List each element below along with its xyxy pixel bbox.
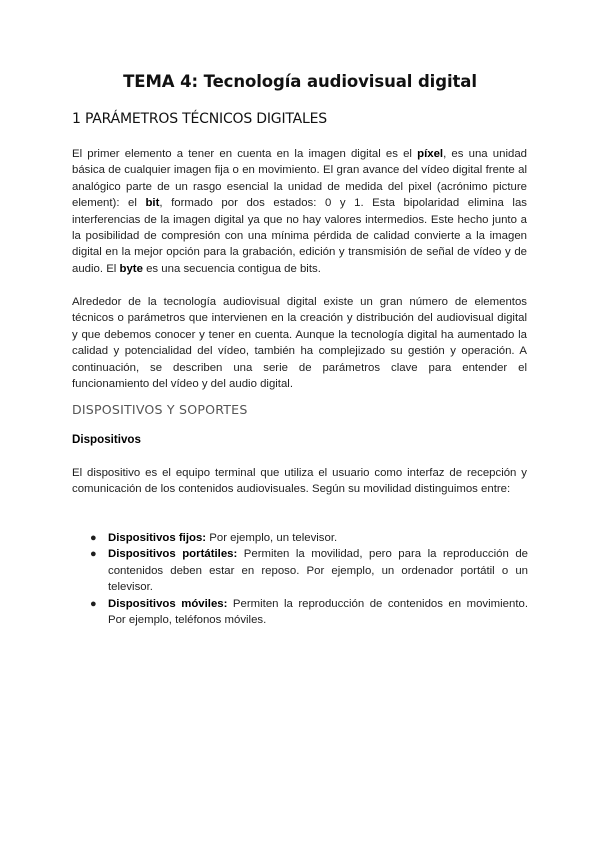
list-item-term: Dispositivos fijos: [108,532,207,544]
paragraph-text: El primer elemento a tener en cuenta en la imagen digital es el [72,148,418,160]
bullet-icon: ● [90,597,97,610]
bold-term-byte: byte [119,262,143,275]
list-item-text: Permiten la reproducción de contenidos en movimiento. Por ejemplo, teléfonos móviles. [108,597,528,627]
bold-term-bit: bit [145,197,160,210]
device-list [90,530,528,628]
paragraph-text: , es una unidad básica de cualquier imagen fija o en movimiento. El gran avance del vídeo digital frente al analógico parte de un rasgo esencial la unidad de medida del pixel (acrónimo picture element): el [72,148,527,210]
bold-term-pixel: píxel [417,148,444,160]
list-item-text: Por ejemplo, un televisor. [206,532,338,544]
list-item [90,530,528,546]
bullet-icon: ● [90,548,97,561]
document-title: TEMA 4: Tecnología audiovisual digital [123,72,477,91]
list-item [90,546,528,595]
paragraph-text: es una secuencia contigua de bits. [142,262,321,275]
list-item-term: Dispositivos portátiles: [108,548,238,561]
list-item [90,596,528,629]
paragraph-text: , formado por dos estados: 0 y 1. Esta bipolaridad elimina las interferencias de la imagen digital ya que no hay valores intermedios. Este hecho junto a la posibilidad de compresión con una mínima pérdida de calidad convierte a la imagen digital en la mejor opción para la grabación, edición y transmisión de señal de vídeo y de audio. El [72,197,527,275]
section-heading: 1 PARÁMETROS TÉCNICOS DIGITALES [72,111,327,127]
paragraph-dispositivo: El dispositivo es el equipo terminal que utiliza el usuario como interfaz de recepción y comunicación de los contenidos audiovisuales. Según su movilidad distinguimos entre: [72,467,527,496]
paragraph-parameters: Alrededor de la tecnología audiovisual digital existe un gran número de elementos técnicos o parámetros que intervienen en la creación y distribución del audiovisual digital y que debemos conocer y tener en cuenta. Aunque la tecnología digital ha aumentado la calidad y potencialidad del vídeo, también ha complejizado su gestión y operación. A continuación, se describen una serie de parámetros clave para entender el funcionamiento del vídeo y del audio digital. [72,296,527,391]
list-item-text: Permiten la movilidad, pero para la reproducción de contenidos deben estar en reposo. Por ejemplo, un ordenador portátil o un televisor. [108,548,528,594]
subheading-dispositivos: Dispositivos [72,433,141,446]
list-item-term: Dispositivos móviles: [108,597,228,610]
subsection-heading: DISPOSITIVOS Y SOPORTES [72,402,248,417]
bullet-icon: ● [90,532,97,544]
paragraph-pixel [72,146,527,277]
